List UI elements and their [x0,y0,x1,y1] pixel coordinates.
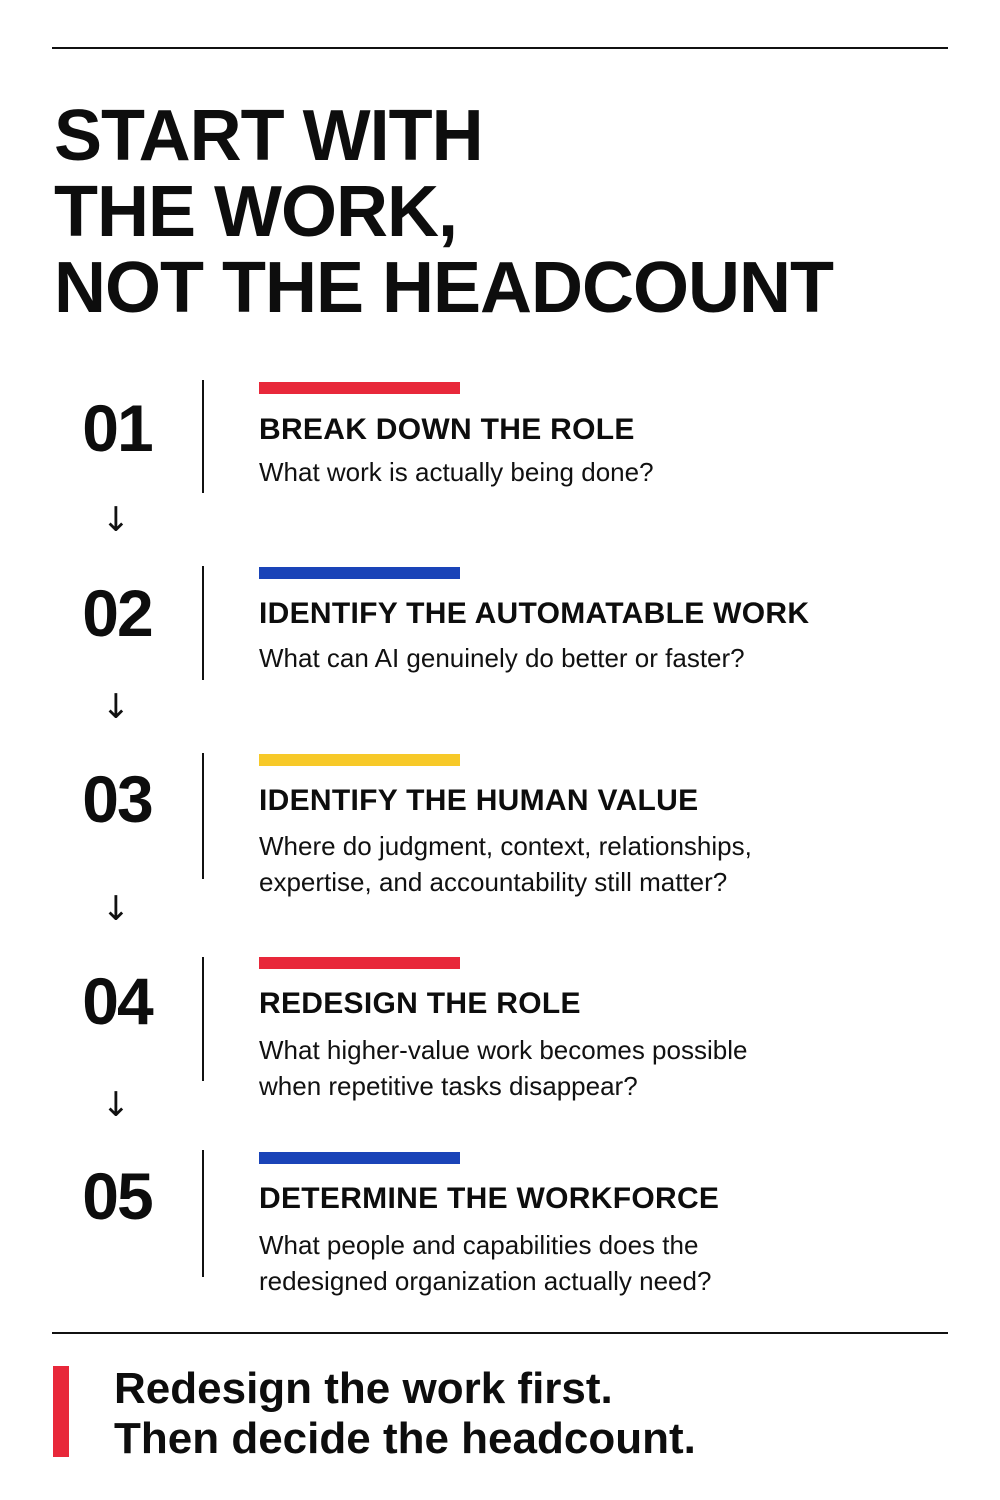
accent-bar-red [259,382,460,394]
step-divider [202,566,204,680]
down-arrow-icon: ↓ [101,500,131,540]
footer-line-2: Then decide the headcount. [114,1414,696,1463]
step-heading: BREAK DOWN THE ROLE [259,413,635,446]
step-heading: REDESIGN THE ROLE [259,987,581,1020]
step-description [259,1227,919,1299]
accent-bar-yellow [259,754,460,766]
step-heading: IDENTIFY THE AUTOMATABLE WORK [259,597,810,630]
accent-bar-blue [259,1152,460,1164]
step-description [259,1032,919,1104]
step-number: 03 [82,762,152,836]
step-divider [202,957,204,1081]
description-line: redesigned organization actually need? [259,1266,712,1296]
description-line: What can AI genuinely do better or faster? [259,643,745,673]
step-divider [202,753,204,879]
bottom-divider [52,1332,948,1334]
description-line: What work is actually being done? [259,457,654,487]
step-description [259,828,919,900]
down-arrow-icon: ↓ [101,889,131,929]
step-number: 01 [82,391,152,465]
description-line: when repetitive tasks disappear? [259,1071,638,1101]
step-description [259,454,919,490]
step-number: 02 [82,576,152,650]
description-line: What higher-value work becomes possible [259,1035,748,1065]
step-divider [202,1150,204,1277]
title-line-2: THE WORK, [54,172,457,252]
footer-tagline [114,1364,934,1464]
description-line: expertise, and accountability still matter? [259,867,728,897]
step-number: 04 [82,964,152,1038]
accent-bar-blue [259,567,460,579]
step-number: 05 [82,1159,152,1233]
step-divider [202,380,204,493]
accent-bar-red [259,957,460,969]
down-arrow-icon: ↓ [101,687,131,727]
description-line: Where do judgment, context, relationships, [259,831,752,861]
step-heading: DETERMINE THE WORKFORCE [259,1182,720,1215]
page-title [54,98,934,326]
description-line: What people and capabilities does the [259,1230,699,1260]
down-arrow-icon: ↓ [101,1085,131,1125]
title-line-3: NOT THE HEADCOUNT [54,248,833,328]
step-description [259,640,919,676]
footer-line-1: Redesign the work first. [114,1364,613,1413]
top-divider [52,47,948,49]
title-line-1: START WITH [54,96,483,176]
step-heading: IDENTIFY THE HUMAN VALUE [259,784,699,817]
footer-accent-bar [53,1366,69,1457]
